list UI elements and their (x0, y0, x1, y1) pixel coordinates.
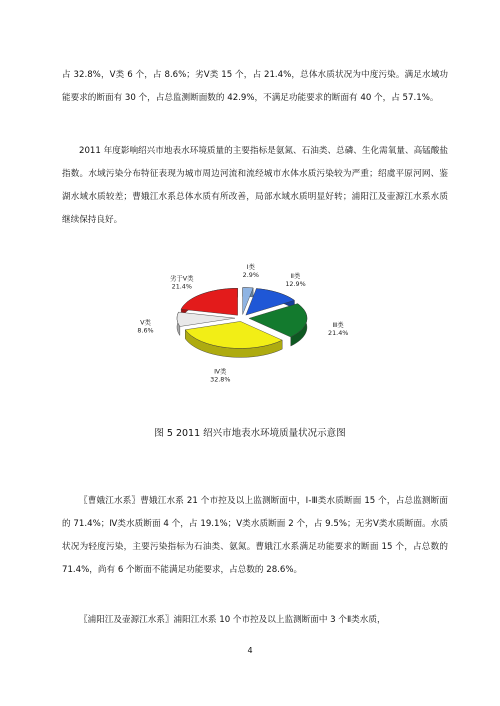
slice-label-4: Ⅳ类 (214, 367, 227, 376)
slice-label-5: Ⅴ类 (140, 318, 151, 327)
paragraph-2: 2011 年度影响绍兴市地表水环境质量的主要指标是氨氮、石油类、总磷、生化需氧量、高锰酸盐指数。水域污染分布特征表现为城市周边河流和流经城市水体水质污染较为严重；绍虞平原河网、鉴湖水域水质较差；曹娥江水系总体水质有所改善，局部水域水质明显好转；浦阳江及壶源江水系水质继续保持良好。 (62, 146, 448, 225)
slice-label-2: Ⅱ类 (290, 271, 301, 280)
slice-label-1: Ⅰ类 (246, 263, 255, 272)
paragraph-1: 占 32.8%，V类 6 个，占 8.6%；劣Ⅴ类 15 个，占 21.4%，总体水质状况为中度污染。满足水域功能要求的断面有 30 个，占总监测断面数的 42.9%，不满足功能要求的断面有 40 个，占 57.1%。 (62, 70, 448, 103)
slice-label-3: Ⅲ类 (332, 321, 344, 329)
slice-value-label-4: 32.8% (210, 375, 231, 382)
paragraph-4: 〖浦阳江及壶源江水系〗浦阳江水系 10 个市控及以上监测断面中 3 个Ⅱ类水质， (79, 615, 386, 625)
slice-value-label-5: 8.6% (137, 326, 154, 335)
slice-value-label-3: 21.4% (328, 329, 349, 337)
paragraph-3: 〖曹娥江水系〗曹娥江水系 21 个市控及以上监测断面中，Ⅰ-Ⅲ类水质断面 15 个，占总监测断面的 71.4%；Ⅳ类水质断面 4 个，占 19.1%；V类水质断面 2 个，占 9.5%；无劣Ⅴ类水质断面。水质状况为轻度污染，主要污染指标为石油类、氨氮。曹娥江水系满足功能要求的断面 15 个，占总数的 71.4%，尚有 6 个断面不能满足功能要求，占总数的 28.6%。 (62, 496, 448, 575)
slice-value-label-1: 2.9% (242, 271, 259, 280)
figure-caption: 图 5 2011 绍兴市地表水环境质量状况示意图 (154, 428, 346, 439)
slice-label-6: 劣于Ⅴ类 (170, 274, 194, 283)
water-quality-pie-chart (110, 262, 390, 382)
slice-value-label-2: 12.9% (285, 279, 306, 288)
slice-value-label-6: 21.4% (171, 282, 192, 291)
page-number: 4 (247, 646, 253, 655)
